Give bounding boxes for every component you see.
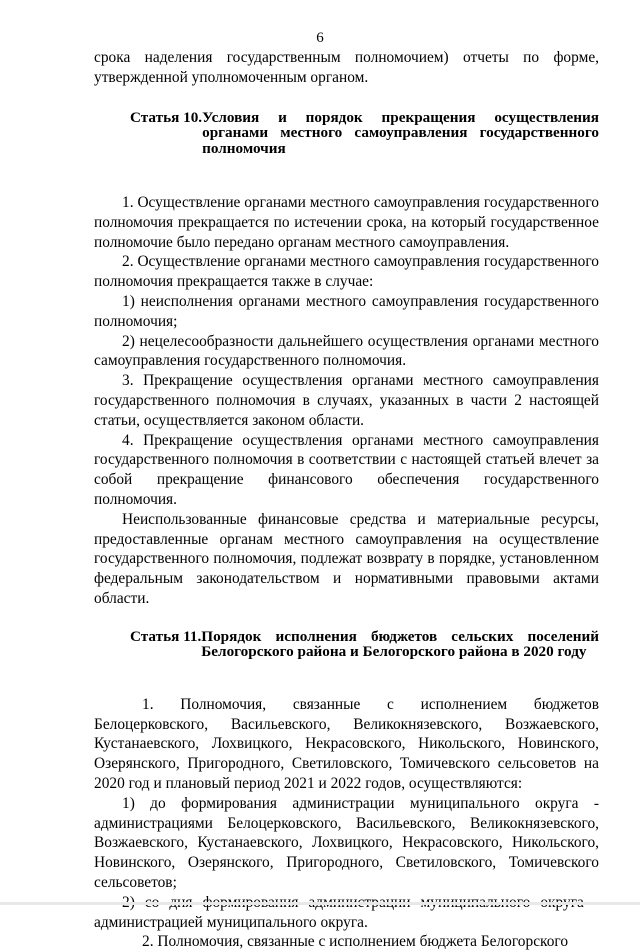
article-10-paragraph-5: Неиспользованные финансовые средства и материальные ресурсы, предоставленные органам местного самоуправления на осуществление государственного полномочия, подлежат возврату в порядке, установленном федеральным законодательством и нормативными правовыми актами области. — [94, 510, 599, 608]
article-11-item-2: администрацией муниципального округа. — [94, 913, 368, 931]
page-content — [94, 48, 599, 952]
article-11-heading — [94, 629, 599, 660]
article-10-label: Статья 10. — [130, 108, 203, 126]
article-10-heading — [94, 110, 599, 157]
article-11-item-1: 1) до формирования администрации муниципального округа - администрациями Белоцерковского, Васильевского, Великокнязевского, Возжаевского, Кустанаевского, Лохвицкого, Некрасовского, Никольского, Новинского, Озерянского, Пригородного, Светиловского, Томичевского сельсоветов; — [94, 794, 599, 891]
article-11-paragraph-2: 2. Полномочия, связанные с исполнением бюджета Белогорского — [142, 933, 569, 951]
article-10-item-1: 1) неисполнения органами местного самоуправления государственного полномочия; — [94, 293, 599, 330]
article-10-paragraph-3: 3. Прекращение осуществления органами местного самоуправления государственного полномочия в случаях, указанных в части 2 настоящей статьи, осуществляется законом области. — [94, 372, 599, 429]
article-11-paragraph-1: 1. Полномочия, связанные с исполнением бюджетов Белоцерковского, Васильевского, Великокнязевского, Возжаевского, Кустанаевского, Лохвицкого, Некрасовского, Никольского, Новинского, Озерянского, Пригородного, Светиловского, Томичевского сельсоветов на 2020 год и плановый период 2021 и 2022 годов, осуществляются: — [94, 695, 599, 793]
article-10-paragraph-2: 2. Осуществление органами местного самоуправления государственного полномочия прекращается также в случае: — [94, 253, 599, 291]
article-10-title: Условия и порядок прекращения осуществления органами местного самоуправления государственного полномочия — [202, 108, 599, 157]
article-10-paragraph-1: 1. Осуществление органами местного самоуправления государственного полномочия прекращается по истечении срока, на который государственное полномочие было передано органам местного самоуправления. — [94, 194, 599, 251]
article-11-label: Статья 11. — [130, 627, 202, 645]
article-10-item-2: 2) нецелесообразности дальнейшего осуществления органами местного самоуправления государственного полномочия. — [94, 332, 599, 370]
intro-paragraph: срока наделения государственным полномочием) отчеты по форме, утвержденной уполномоченным органом. — [94, 49, 599, 86]
article-11-title: Порядок исполнения бюджетов сельских поселений Белогорского района и Белогорского района в 2020 году — [201, 627, 599, 661]
page-number: 6 — [316, 30, 324, 46]
article-10-paragraph-4: 4. Прекращение осуществления органами местного самоуправления государственного полномочия в соответствии с настоящей статьей влечет за собой прекращение финансового обеспечения государственного полномочия. — [94, 431, 599, 509]
